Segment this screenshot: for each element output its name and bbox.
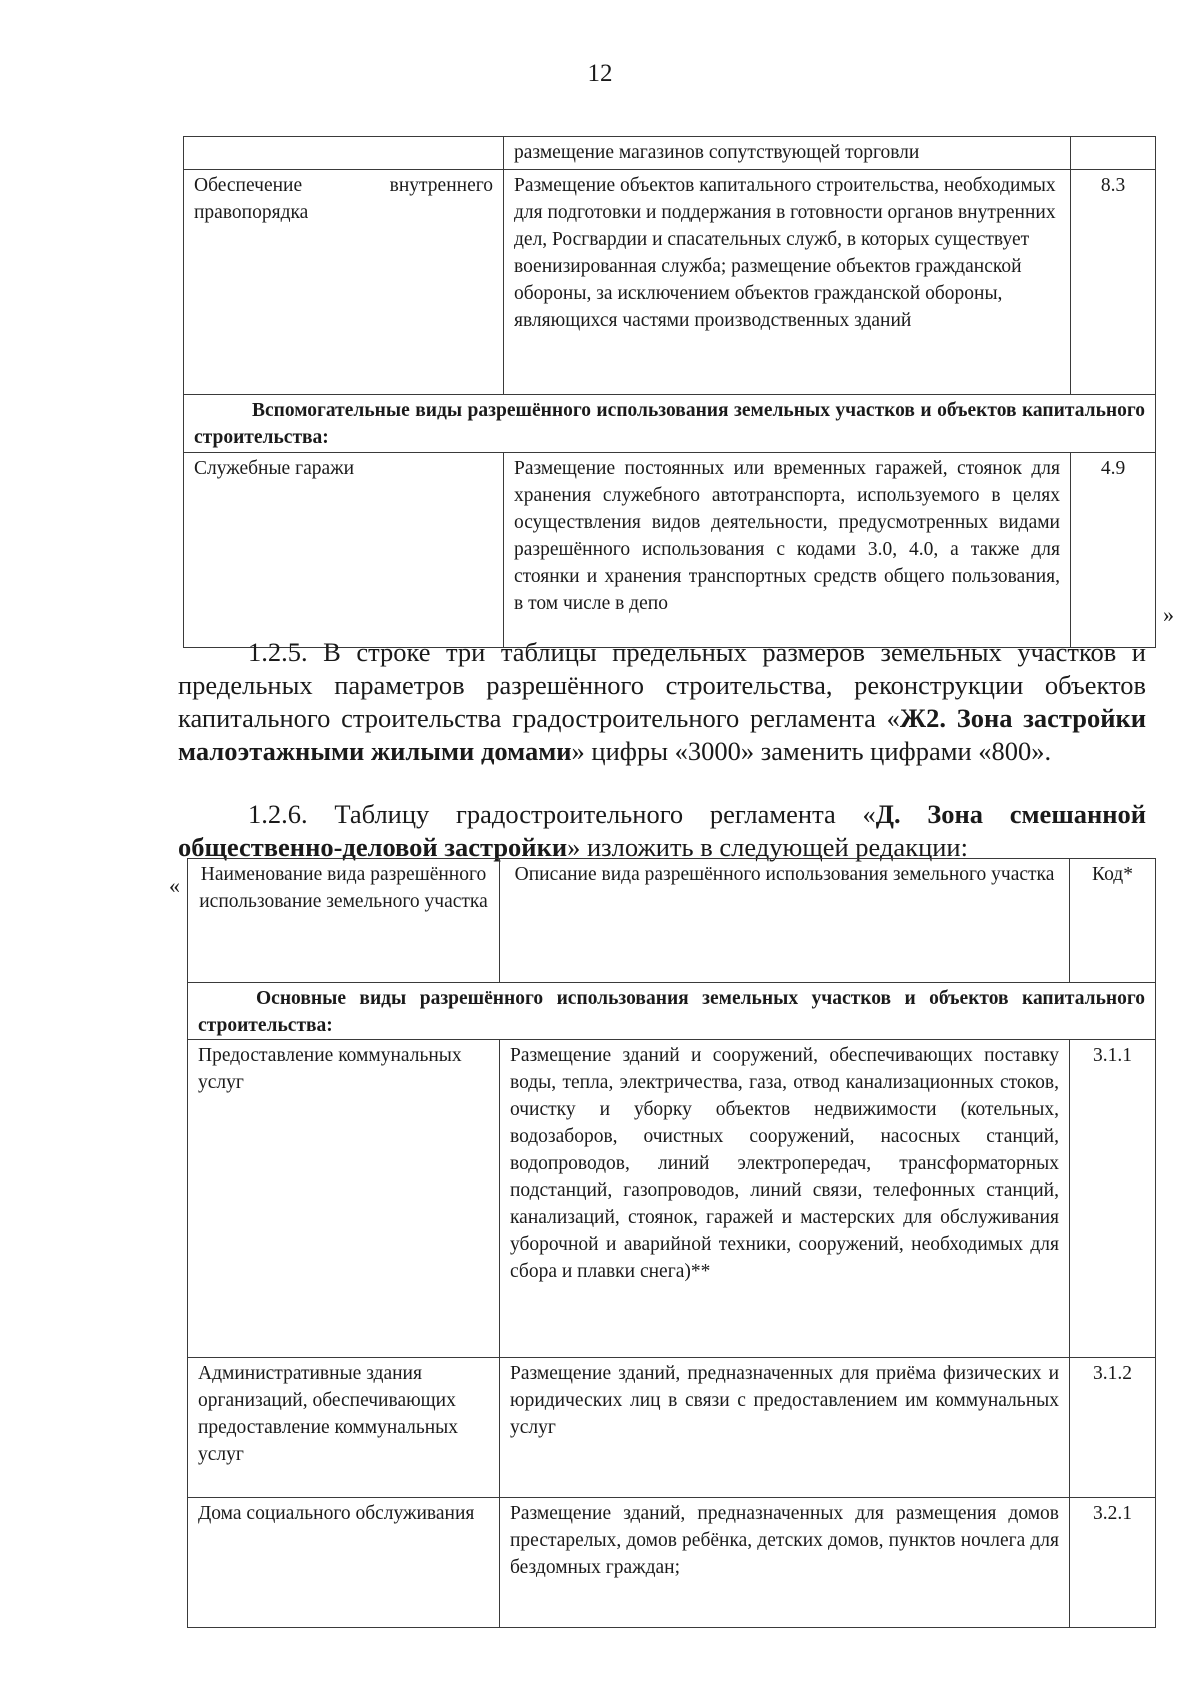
- page-number: 12: [587, 60, 613, 87]
- header-description-cell: Описание вида разрешённого использования земельного участка: [500, 859, 1070, 983]
- row-name-cell: Дома социального обслуживания: [188, 1498, 500, 1628]
- opening-quote-mark: «: [169, 873, 180, 898]
- section-main-title: Основные виды разрешённого использования земельных участков и объектов капитального строительства:: [188, 983, 1156, 1040]
- row-name-cell: Служебные гаражи: [184, 453, 504, 648]
- paragraph-text: » изложить в следующей редакции:: [567, 832, 968, 862]
- table-row: [188, 1498, 1156, 1628]
- row-description-cell: Размещение зданий и сооружений, обеспечивающих поставку воды, тепла, электричества, газа, отвод канализационных стоков, очистку и уборку объектов недвижимости (котельных, водозаборов, очистных сооружений, насосных станций, водопроводов, линий электропередач, трансформаторных подстанций, газопроводов, линий связи, телефонных станций, канализаций, стоянок, гаражей и мастерских для обслуживания уборочной и аварийной техники, сооружений, необходимых для сбора и плавки снега)**: [500, 1040, 1070, 1358]
- row-description-cell: Размещение зданий, предназначенных для приёма физических и юридических лиц в связи с предоставлением им коммунальных услуг: [500, 1358, 1070, 1498]
- row-description-cell: Размещение зданий, предназначенных для размещения домов престарелых, домов ребёнка, детских домов, пунктов ночлега для бездомных граждан;: [500, 1498, 1070, 1628]
- land-use-table-continued: [183, 136, 1156, 648]
- row-description-cell: размещение магазинов сопутствующей торговли: [504, 137, 1071, 170]
- row-code-cell: 3.2.1: [1070, 1498, 1156, 1628]
- row-name-cell: Обеспечение внутреннего правопорядка: [184, 170, 504, 395]
- paragraph-bold-text: Д. Зона смешанной общественно-деловой застройки: [178, 799, 1146, 862]
- row-description-cell: Размещение объектов капитального строительства, необходимых для подготовки и поддержания в готовности органов внутренних дел, Росгвардии и спасательных служб, в которых существует военизированная служба; размещение объектов гражданской обороны, за исключением объектов гражданской обороны, являющихся частями производственных зданий: [504, 170, 1071, 395]
- table-row: [188, 1358, 1156, 1498]
- paragraph-bold-text: Ж2. Зона застройки малоэтажными жилыми домами: [178, 703, 1146, 766]
- row-code-cell: 8.3: [1071, 170, 1156, 395]
- table-row: [184, 453, 1156, 648]
- row-code-cell: [1071, 137, 1156, 170]
- paragraph-text: » цифры «3000» заменить цифрами «800».: [571, 736, 1052, 766]
- table-row: [184, 137, 1156, 170]
- closing-quote-mark: »: [1163, 602, 1174, 627]
- table-row: [188, 1040, 1156, 1358]
- paragraph-text: 1.2.5. В строке три таблицы предельных размеров земельных участков и предельных параметров разрешённого строительства, реконструкции объектов капитального строительства градостроительного регламента «: [178, 637, 1146, 733]
- row-code-cell: 3.1.2: [1070, 1358, 1156, 1498]
- paragraph-1-2-6: [178, 798, 1146, 864]
- section-header-row: [184, 395, 1156, 453]
- table-row: [184, 170, 1156, 395]
- row-code-cell: 3.1.1: [1070, 1040, 1156, 1358]
- row-name-cell: [184, 137, 504, 170]
- row-code-cell: 4.9: [1071, 453, 1156, 648]
- row-name-cell: Предоставление коммунальных услуг: [188, 1040, 500, 1358]
- section-header-row: [188, 983, 1156, 1040]
- row-description-cell: Размещение постоянных или временных гаражей, стоянок для хранения служебного автотранспорта, используемого в целях осуществления видов деятельности, предусмотренных видами разрешённого использования с кодами 3.0, 4.0, а также для стоянки и хранения транспортных средств общего пользования, в том числе в депо: [504, 453, 1071, 648]
- paragraph-1-2-5: [178, 636, 1146, 768]
- section-auxiliary-title: Вспомогательные виды разрешённого использования земельных участков и объектов капитального строительства:: [184, 395, 1156, 453]
- paragraph-text: 1.2.6. Таблицу градостроительного регламента «: [248, 799, 876, 829]
- header-name-cell: Наименование вида разрешённого использование земельного участка: [188, 859, 500, 983]
- row-name-cell: Административные здания организаций, обеспечивающих предоставление коммунальных услуг: [188, 1358, 500, 1498]
- land-use-table-zone-d: [187, 858, 1156, 1628]
- header-code-cell: Код*: [1070, 859, 1156, 983]
- table-header-row: [188, 859, 1156, 983]
